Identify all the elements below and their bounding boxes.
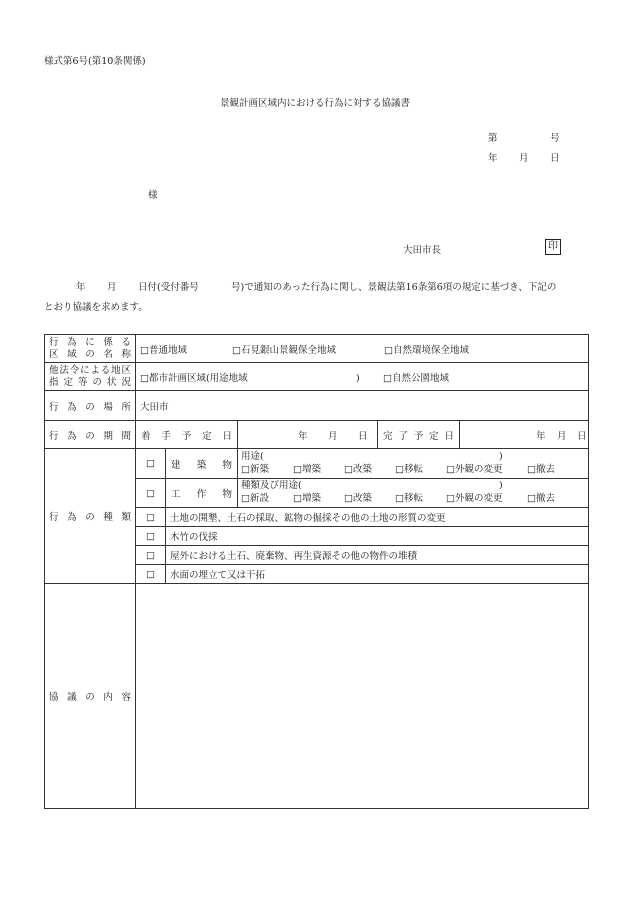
other-law-label: 他法令による地区 指定等の状況	[45, 363, 136, 391]
end-date-field[interactable]: 年 月 日	[460, 421, 589, 449]
kind-building-label: 建築物	[166, 449, 238, 479]
structure-option-extend[interactable]: □増築	[293, 493, 321, 504]
kind-building-usage	[238, 449, 589, 479]
structure-usage-close: )	[499, 480, 503, 491]
end-date-label: 完了予定日	[378, 421, 460, 449]
kind-bamboo-checkbox[interactable]: □	[136, 527, 166, 546]
structure-option-relocate[interactable]: □移転	[395, 493, 423, 504]
document-title: 景観計画区域内における行為に対する協議書	[219, 98, 410, 109]
building-option-remove[interactable]: □撤去	[527, 463, 555, 475]
content-field[interactable]	[136, 584, 589, 809]
intro-year: 年	[76, 282, 86, 293]
structure-option-remove[interactable]: □撤去	[527, 493, 555, 504]
structure-option-rebuild[interactable]: □改築	[344, 493, 372, 504]
date-year: 年	[488, 153, 498, 164]
period-label: 行為の期間	[45, 421, 136, 449]
content-label: 協議の内容	[45, 584, 136, 809]
start-date-field[interactable]: 年 月 日	[238, 421, 378, 449]
kind-structure-checkbox[interactable]: □	[136, 479, 166, 508]
structure-option-new[interactable]: □新設	[241, 493, 269, 504]
area-option-nature[interactable]: □自然環境保全地域	[384, 344, 469, 356]
seal-stamp: 印	[545, 239, 561, 255]
option-natural-park[interactable]: □自然公園地域	[383, 372, 449, 384]
date-month: 月	[519, 153, 529, 164]
kind-reclaim-checkbox[interactable]: □	[136, 565, 166, 584]
kind-reclaim-label: 水面の埋立て又は干拓	[166, 565, 589, 584]
date-day: 日	[550, 153, 560, 164]
row-content	[45, 584, 589, 809]
kind-label: 行為の種類	[45, 449, 136, 584]
kind-stockpile-label: 屋外における土石、廃棄物、再生資源その他の物件の堆積	[166, 546, 589, 565]
intro-day-receipt: 日付(受付番号	[138, 282, 199, 293]
building-option-rebuild[interactable]: □改築	[344, 463, 372, 475]
kind-building-checkbox[interactable]: □	[136, 449, 166, 479]
building-option-new[interactable]: □新築	[241, 463, 269, 475]
intro-month: 月	[107, 282, 117, 293]
area-options	[136, 335, 589, 363]
intro-line2: とおり協議を求めます。	[44, 302, 148, 313]
place-value[interactable]: 大田市	[136, 391, 589, 421]
kind-land-checkbox[interactable]: □	[136, 508, 166, 527]
kind-bamboo-label: 木竹の伐採	[166, 527, 589, 546]
form-id: 様式第6号(第10条関係)	[44, 56, 146, 67]
structure-option-exterior[interactable]: □外観の変更	[446, 493, 503, 504]
addressee: 様	[148, 190, 158, 201]
place-label: 行為の場所	[45, 391, 136, 421]
row-area	[45, 335, 589, 363]
option-urban-planning[interactable]: □都市計画区域(用途地域	[140, 372, 248, 384]
urban-close-paren: )	[356, 372, 360, 384]
kind-land-label: 土地の開墾、土石の採取、鉱物の掘採その他の土地の形質の変更	[166, 508, 589, 527]
kind-stockpile-checkbox[interactable]: □	[136, 546, 166, 565]
intro-paragraph	[44, 278, 589, 318]
other-law-options	[136, 363, 589, 391]
kind-structure-label: 工作物	[166, 479, 238, 508]
row-kind-building	[45, 449, 589, 479]
number-go: 号	[550, 133, 560, 144]
row-other-law	[45, 363, 589, 391]
area-option-iwami[interactable]: □石見銀山景観保全地域	[232, 344, 336, 356]
row-period	[45, 421, 589, 449]
building-usage-close: )	[499, 450, 503, 462]
area-option-normal[interactable]: □普通地域	[140, 344, 187, 356]
intro-rest: 号)で通知のあった行為に関し、景観法第16条第6項の規定に基づき、下記の	[231, 282, 557, 293]
area-label: 行為に係る 区域の名称	[45, 335, 136, 363]
number-dai: 第	[488, 133, 498, 144]
row-place	[45, 391, 589, 421]
structure-usage-label: 種類及び用途(	[241, 480, 302, 491]
issuer-mayor: 大田市長	[403, 245, 442, 256]
building-option-extend[interactable]: □増築	[293, 463, 321, 475]
building-option-relocate[interactable]: □移転	[395, 463, 423, 475]
building-usage-label: 用途(	[241, 450, 264, 462]
kind-structure-usage	[238, 479, 589, 508]
building-option-exterior[interactable]: □外観の変更	[446, 463, 503, 475]
application-table	[44, 334, 589, 809]
start-date-label: 着手予定日	[136, 421, 238, 449]
